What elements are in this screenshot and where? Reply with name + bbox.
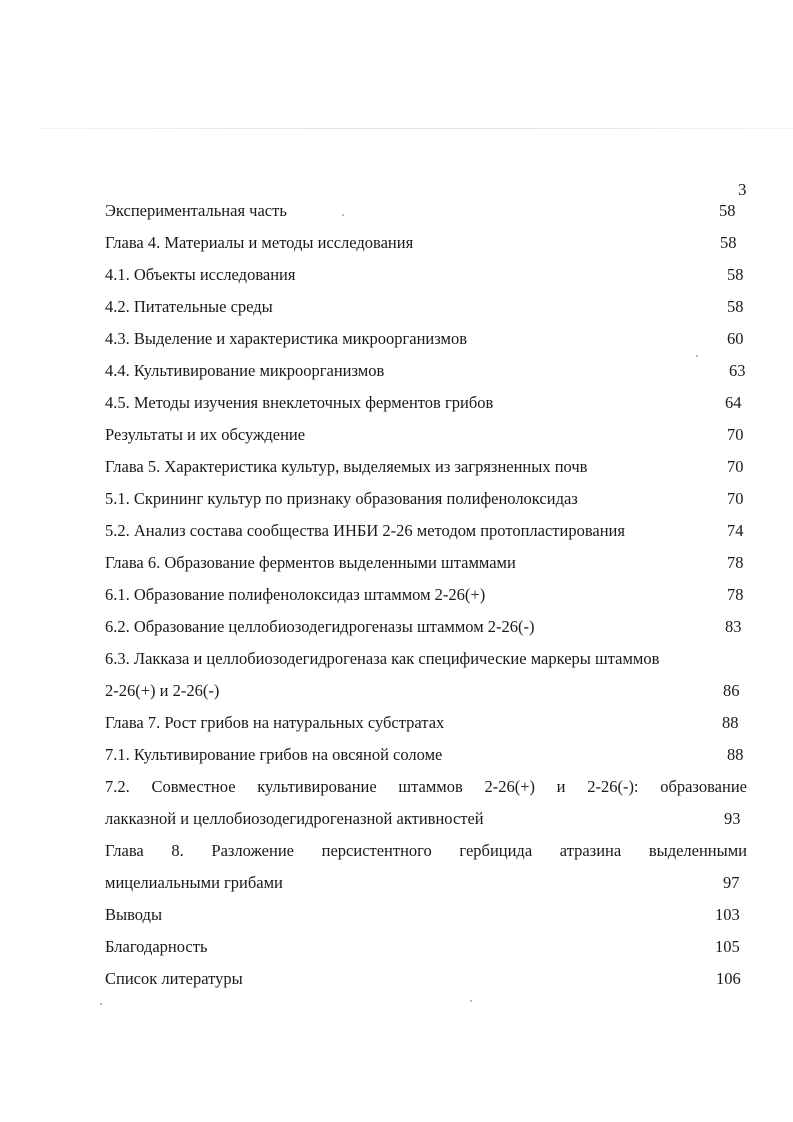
toc-entry-page: 74	[727, 521, 744, 540]
toc-entry-title: Экспериментальная часть	[105, 201, 287, 220]
toc-entry-page: 88	[722, 713, 739, 732]
toc-entry-title: Глава 8. Разложение персистентного гербицида атразина выделенными	[105, 841, 747, 860]
toc-entry-page: 106	[716, 969, 741, 988]
toc-entry-page: 70	[727, 489, 744, 508]
toc-entry-title: 6.1. Образование полифенолоксидаз штаммом 2-26(+)	[105, 585, 486, 604]
scan-speck	[342, 214, 344, 216]
toc-entry-title: 4.1. Объекты исследования	[105, 265, 296, 284]
toc-entry-page: 64	[725, 393, 742, 412]
scan-speck	[696, 355, 698, 357]
toc-entry-title: 2-26(+) и 2-26(-)	[105, 681, 220, 700]
toc-entry-page: 70	[727, 457, 744, 476]
scan-speck	[100, 1003, 102, 1005]
toc-entry-page: 103	[715, 905, 740, 924]
toc-entry-title: Благодарность	[105, 937, 208, 956]
toc-entry-title: Глава 6. Образование ферментов выделенными штаммами	[105, 553, 516, 572]
page-number: 3	[738, 180, 747, 199]
toc-entry-page: 97	[723, 873, 740, 892]
toc-entry-page: 58	[719, 201, 736, 220]
toc-entry-title: мицелиальными грибами	[105, 873, 283, 892]
toc-entry-page: 58	[720, 233, 737, 252]
scan-speck	[470, 1000, 472, 1002]
toc-entry-title: 7.1. Культивирование грибов на овсяной соломе	[105, 745, 443, 764]
toc-entry-title: 4.4. Культивирование микроорганизмов	[105, 361, 385, 380]
toc-entry-title: Выводы	[105, 905, 163, 924]
toc-entry-title: Список литературы	[105, 969, 243, 988]
toc-entry-title: 5.2. Анализ состава сообщества ИНБИ 2-26 методом протопластирования	[105, 521, 625, 540]
toc-entry-page: 58	[727, 297, 744, 316]
toc-entry-page: 83	[725, 617, 742, 636]
toc-entry-title: Глава 7. Рост грибов на натуральных субстратах	[105, 713, 445, 732]
toc-entry-title: Глава 5. Характеристика культур, выделяемых из загрязненных почв	[105, 457, 588, 476]
toc-entry-page: 93	[724, 809, 741, 828]
toc-entry-title: Глава 4. Материалы и методы исследования	[105, 233, 414, 252]
toc-entry-title: 4.2. Питательные среды	[105, 297, 273, 316]
toc-entry-title: лакказной и целлобиозодегидрогеназной активностей	[105, 809, 484, 828]
toc-entry-title: 7.2. Совместное культивирование штаммов 2-26(+) и 2-26(-): образование	[105, 777, 747, 796]
toc-entry-page: 88	[727, 745, 744, 764]
toc-entry-title: 6.2. Образование целлобиозодегидрогеназы штаммом 2-26(-)	[105, 617, 535, 636]
toc-entry-title: 4.5. Методы изучения внеклеточных ферментов грибов	[105, 393, 494, 412]
toc-entry-page: 58	[727, 265, 744, 284]
scan-edge-line	[40, 128, 793, 129]
toc-entry-title: 6.3. Лакказа и целлобиозодегидрогеназа как специфические маркеры штаммов	[105, 649, 660, 668]
toc-entry-page: 86	[723, 681, 740, 700]
toc-entry-page: 70	[727, 425, 744, 444]
toc-entry-page: 60	[727, 329, 744, 348]
toc-entry-page: 63	[729, 361, 746, 380]
toc-entry-page: 105	[715, 937, 740, 956]
toc-entry-page: 78	[727, 553, 744, 572]
toc-entry-page: 78	[727, 585, 744, 604]
toc-entry-title: 5.1. Скрининг культур по признаку образования полифенолоксидаз	[105, 489, 578, 508]
toc-entry-title: 4.3. Выделение и характеристика микроорганизмов	[105, 329, 468, 348]
toc-entry-title: Результаты и их обсуждение	[105, 425, 306, 444]
